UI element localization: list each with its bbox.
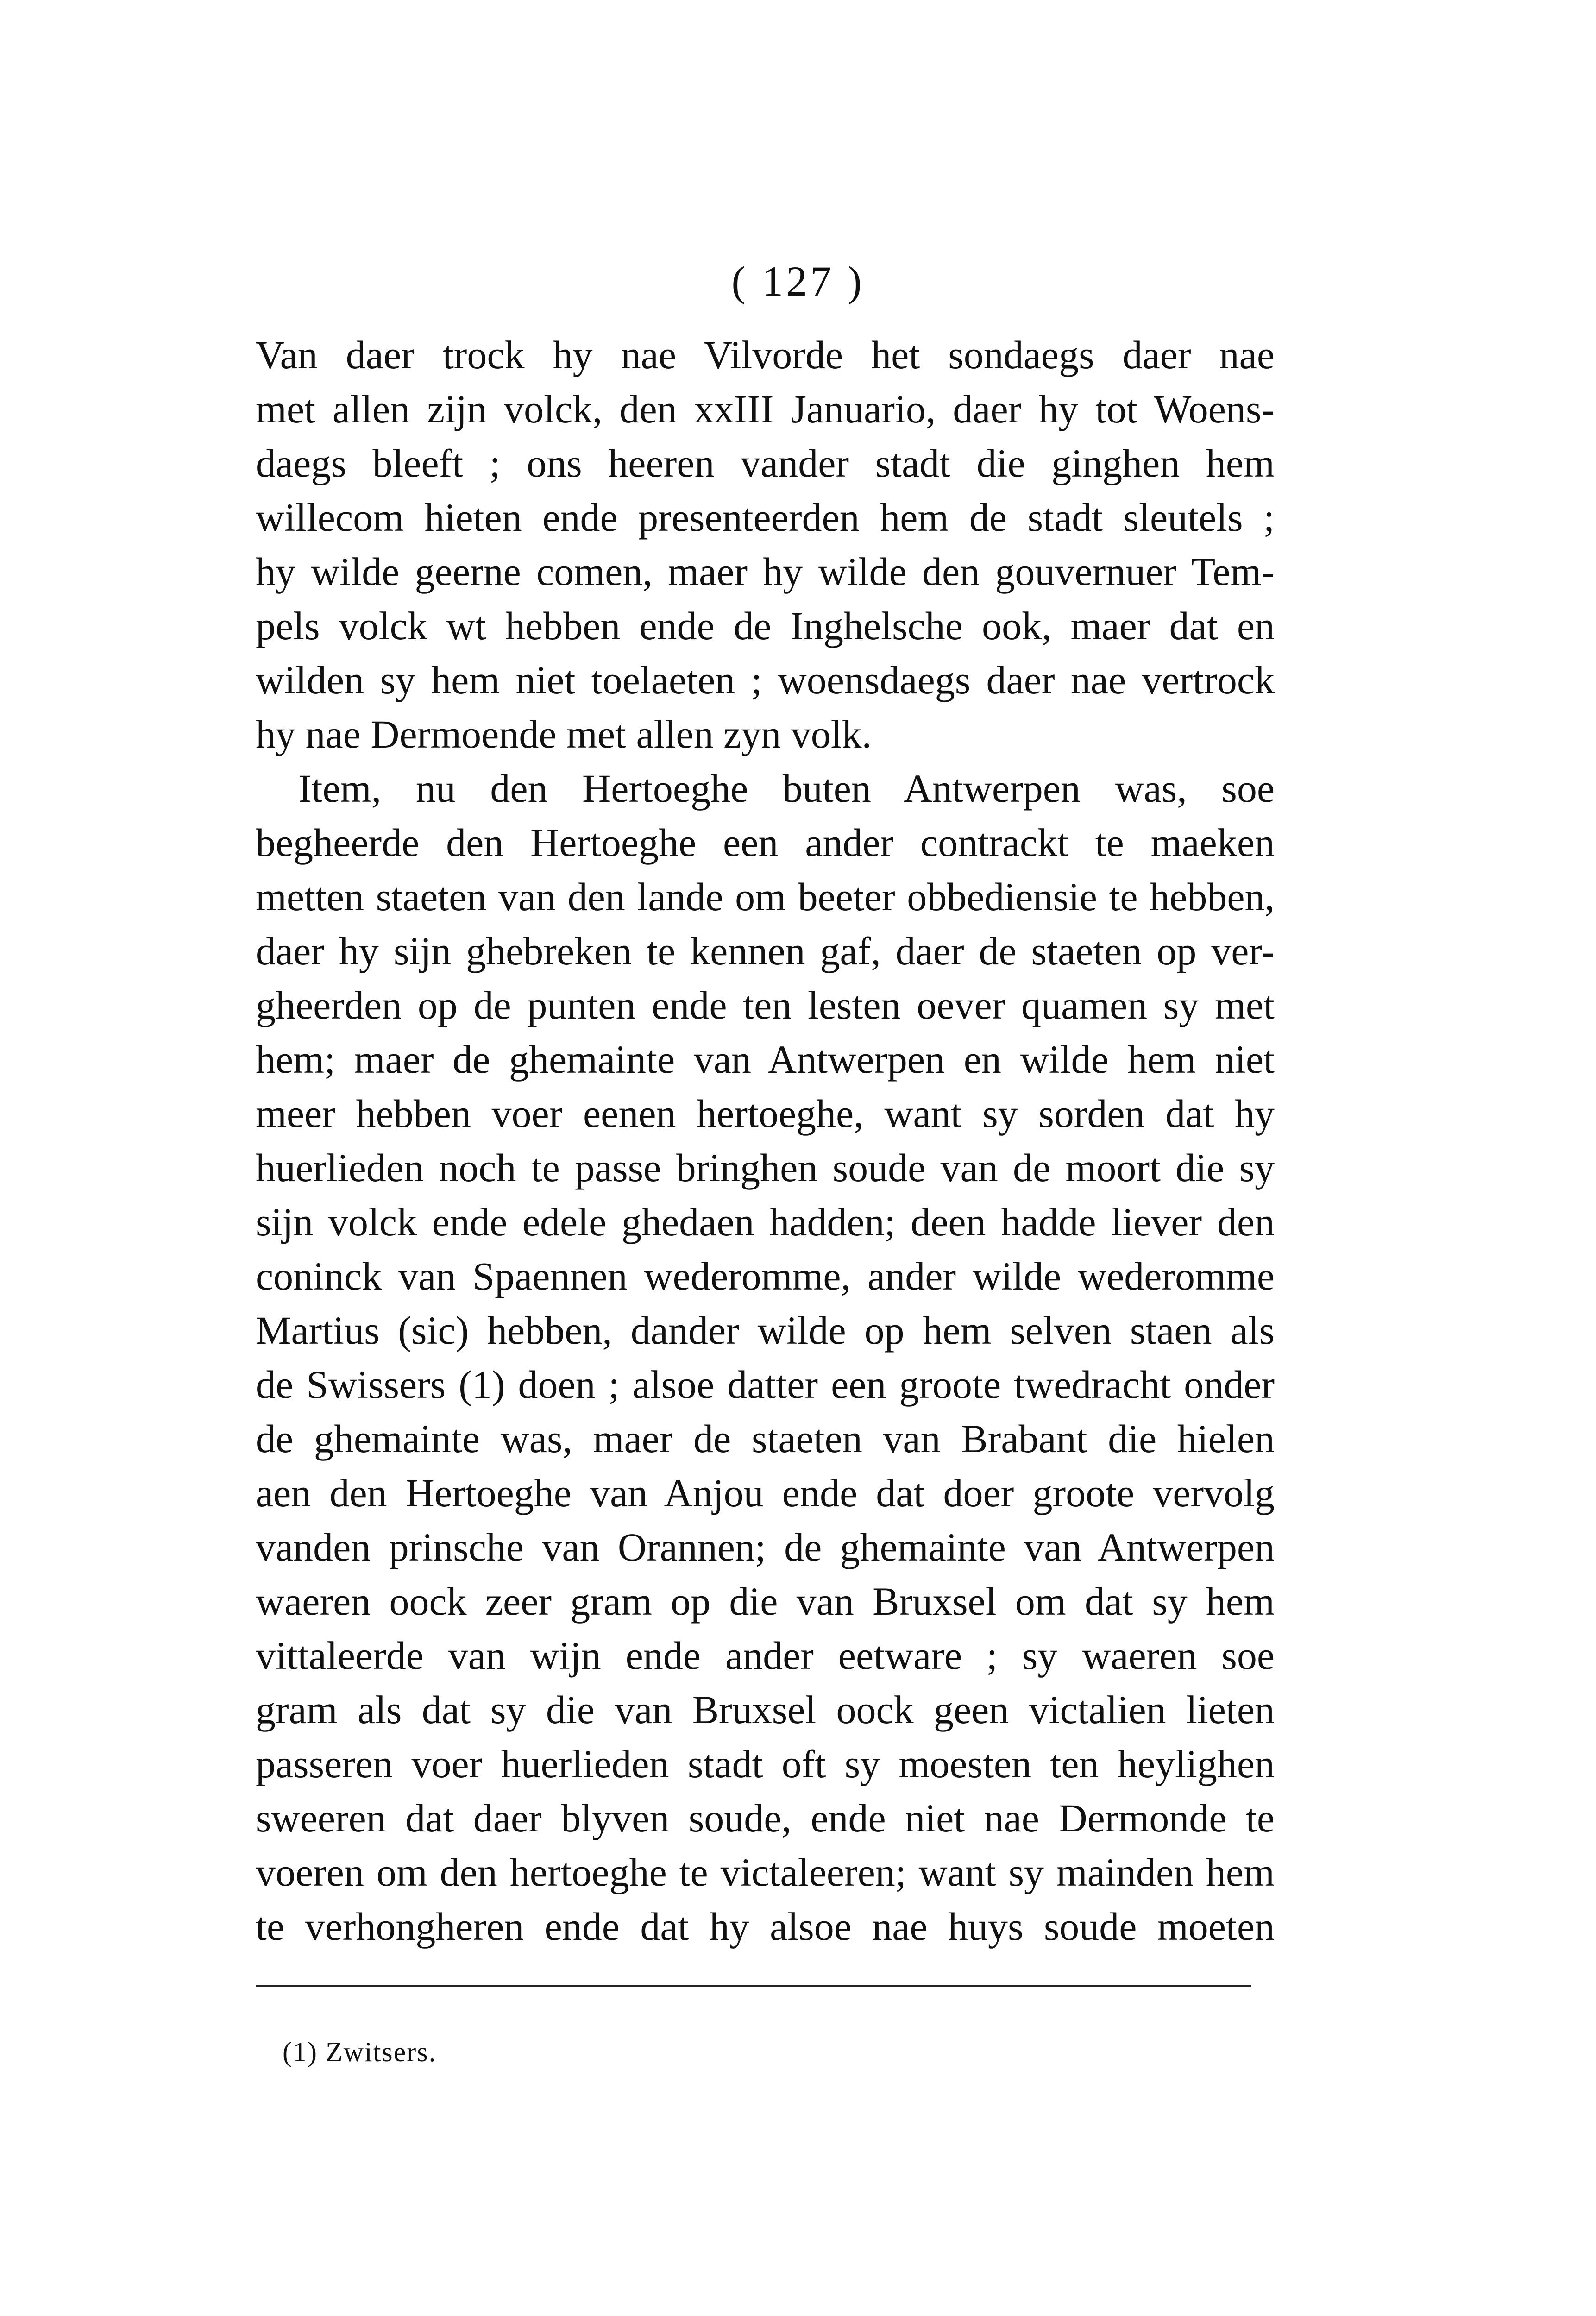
- text-line: daegs bleeft ; ons heeren vander stadt die ginghen hem: [256, 441, 1275, 485]
- text-line: gheerden op de punten ende ten lesten oever quamen sy met: [256, 983, 1275, 1027]
- text-line: willecom hieten ende presenteerden hem de stadt sleutels ;: [256, 495, 1275, 540]
- text-line: coninck van Spaennen wederomme, ander wilde wederomme: [256, 1254, 1275, 1298]
- text-line: wilden sy hem niet toelaeten ; woensdaegs daer nae vertrock: [256, 658, 1275, 702]
- text-line: de Swissers (1) doen ; alsoe datter een groote twedracht onder: [256, 1362, 1275, 1407]
- text-line: hem; maer de ghemainte van Antwerpen en wilde hem niet: [256, 1037, 1275, 1082]
- text-line: hy nae Dermoende met allen zyn volk.: [256, 712, 872, 756]
- footnote: (1) Zwitsers.: [283, 2037, 437, 2067]
- text-line: de ghemainte was, maer de staeten van Brabant die hielen: [256, 1416, 1275, 1461]
- text-line: met allen zijn volck, den xxIII Januario, daer hy tot Woens-: [256, 387, 1275, 431]
- text-line: sijn volck ende edele ghedaen hadden; deen hadde liever den: [256, 1200, 1275, 1244]
- text-line: waeren oock zeer gram op die van Bruxsel om dat sy hem: [256, 1579, 1275, 1624]
- text-line: passeren voer huerlieden stadt oft sy moesten ten heylighen: [256, 1742, 1275, 1786]
- text-line: Van daer trock hy nae Vilvorde het sondaegs daer nae: [256, 333, 1275, 377]
- text-line: vittaleerde van wijn ende ander eetware ; sy waeren soe: [256, 1633, 1275, 1678]
- text-line: sweeren dat daer blyven soude, ende niet nae Dermonde te: [256, 1796, 1275, 1840]
- page-number: ( 127 ): [731, 258, 865, 305]
- footnote-rule: [256, 1985, 1251, 1987]
- body-text: [256, 328, 1275, 1954]
- text-line: gram als dat sy die van Bruxsel oock geen victalien lieten: [256, 1687, 1275, 1732]
- text-line: te verhongheren ende dat hy alsoe nae huys soude moeten: [256, 1904, 1275, 1949]
- text-line: begheerde den Hertoeghe een ander contrackt te maeken: [256, 820, 1275, 865]
- text-line: daer hy sijn ghebreken te kennen gaf, daer de staeten op ver-: [256, 929, 1275, 973]
- text-line: meer hebben voer eenen hertoeghe, want sy sorden dat hy: [256, 1091, 1275, 1136]
- text-line: metten staeten van den lande om beeter obbediensie te hebben,: [256, 875, 1275, 919]
- text-line: Martius (sic) hebben, dander wilde op hem selven staen als: [256, 1308, 1275, 1353]
- text-line: voeren om den hertoeghe te victaleeren; want sy mainden hem: [256, 1850, 1275, 1894]
- text-line: aen den Hertoeghe van Anjou ende dat doer groote vervolg: [256, 1471, 1275, 1515]
- text-line: pels volck wt hebben ende de Inghelsche ook, maer dat en: [256, 604, 1275, 648]
- text-line: hy wilde geerne comen, maer hy wilde den gouvernuer Tem-: [256, 549, 1275, 594]
- text-line: Item, nu den Hertoeghe buten Antwerpen was, soe: [298, 766, 1275, 811]
- text-line: huerlieden noch te passe bringhen soude van de moort die sy: [256, 1145, 1275, 1190]
- text-line: vanden prinsche van Orannen; de ghemainte van Antwerpen: [256, 1525, 1275, 1569]
